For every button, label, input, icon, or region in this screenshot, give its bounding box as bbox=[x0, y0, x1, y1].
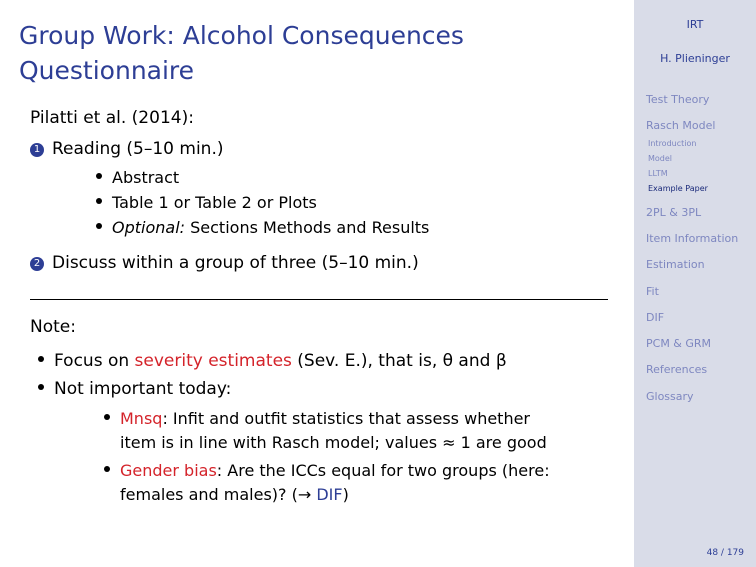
citation: Pilatti et al. (2014): bbox=[30, 108, 194, 128]
sidebar-title[interactable]: IRT bbox=[686, 18, 704, 31]
severity-highlight: severity estimates bbox=[134, 351, 292, 371]
bullet-icon bbox=[38, 384, 44, 390]
mnsq-item-line2: item is in line with Rasch model; values ≈ 1 are good bbox=[120, 433, 547, 452]
mnsq-term: Mnsq bbox=[120, 409, 163, 428]
gender-item: Gender bias: Are the ICCs equal for two groups (here: bbox=[104, 461, 550, 481]
sidebar-item-item-information[interactable]: Item Information bbox=[646, 232, 739, 245]
title-line-2: Questionnaire bbox=[19, 56, 195, 85]
sidebar-item-pcm-grm[interactable]: PCM & GRM bbox=[646, 337, 712, 350]
reading-item-optional: Optional: Sections Methods and Results bbox=[96, 218, 429, 238]
navigation-sidebar bbox=[634, 0, 756, 567]
bullet-icon bbox=[38, 356, 44, 362]
sidebar-item-estimation[interactable]: Estimation bbox=[646, 258, 705, 271]
step-2 bbox=[30, 252, 419, 274]
reading-item-tables: Table 1 or Table 2 or Plots bbox=[96, 193, 317, 213]
sidebar-subitem-example-paper[interactable]: Example Paper bbox=[648, 184, 708, 193]
sidebar-item-fit[interactable]: Fit bbox=[646, 285, 659, 298]
optional-label: Optional: bbox=[112, 218, 186, 237]
gender-term: Gender bias bbox=[120, 461, 217, 480]
sidebar-item-2pl-3pl[interactable]: 2PL & 3PL bbox=[646, 206, 702, 219]
step-1 bbox=[30, 138, 224, 160]
step-number-2: 2 bbox=[30, 257, 44, 271]
dif-link[interactable]: DIF bbox=[316, 485, 343, 504]
bullet-icon bbox=[96, 173, 102, 179]
step-1-text: Reading (5–10 min.) bbox=[52, 139, 224, 159]
bullet-icon bbox=[104, 466, 110, 472]
sidebar-subitem-model[interactable]: Model bbox=[648, 154, 673, 163]
sidebar-author[interactable]: H. Plieninger bbox=[660, 52, 730, 65]
reading-item-abstract: Abstract bbox=[96, 168, 179, 188]
sidebar-item-dif[interactable]: DIF bbox=[646, 311, 665, 324]
slide-title bbox=[19, 18, 619, 88]
sidebar-item-rasch-model[interactable]: Rasch Model bbox=[646, 119, 716, 132]
sidebar-item-references[interactable]: References bbox=[646, 363, 708, 376]
mnsq-item: Mnsq: Infit and outfit statistics that assess whether bbox=[104, 409, 530, 429]
divider bbox=[30, 299, 608, 300]
gender-item-line2: females and males)? (→ DIF) bbox=[120, 485, 349, 504]
sidebar-subitem-lltm[interactable]: LLTM bbox=[648, 169, 668, 178]
bullet-icon bbox=[96, 223, 102, 229]
note-focus: Focus on severity estimates (Sev. E.), that is, θ and β bbox=[38, 350, 507, 372]
title-line-1: Group Work: Alcohol Consequences bbox=[19, 21, 464, 50]
sidebar-item-glossary[interactable]: Glossary bbox=[646, 390, 694, 403]
sidebar-item-test-theory[interactable]: Test Theory bbox=[646, 93, 710, 106]
step-2-text: Discuss within a group of three (5–10 min.) bbox=[52, 253, 419, 273]
step-number-1: 1 bbox=[30, 143, 44, 157]
bullet-icon bbox=[96, 198, 102, 204]
page-number: 48 / 179 bbox=[706, 548, 744, 558]
sidebar-subitem-introduction[interactable]: Introduction bbox=[648, 139, 697, 148]
note-not-important: Not important today: bbox=[38, 378, 231, 400]
bullet-icon bbox=[104, 414, 110, 420]
note-label: Note: bbox=[30, 317, 76, 337]
